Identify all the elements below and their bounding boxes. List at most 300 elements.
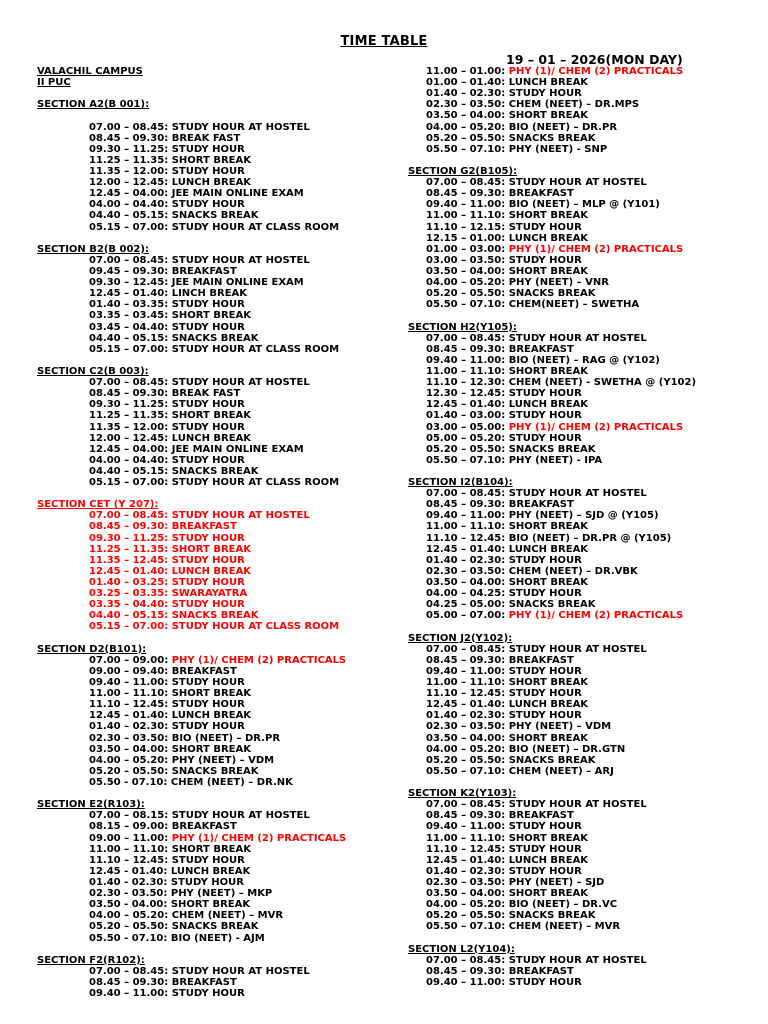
schedule-row bbox=[37, 344, 377, 355]
schedule-row bbox=[408, 422, 758, 433]
schedule-row bbox=[408, 455, 758, 466]
time-slot: 05.20 – 05.50: bbox=[89, 921, 169, 933]
activity: BREAKFAST bbox=[508, 499, 574, 511]
schedule-row bbox=[37, 177, 377, 188]
schedule-row bbox=[37, 310, 377, 321]
activity: PHY (1)/ CHEM (2) PRACTICALS bbox=[171, 832, 347, 844]
time-slot: 05.15 – 07.00: bbox=[89, 621, 169, 633]
schedule-row bbox=[37, 599, 377, 610]
time-slot: 09.40 – 11.00: bbox=[426, 976, 506, 988]
activity: BREAKFAST bbox=[508, 188, 574, 200]
time-slot: 08.45 – 09.30: bbox=[426, 499, 506, 511]
time-slot: 12.45 – 01.40: bbox=[89, 710, 169, 722]
time-slot: 04.00 – 05.20: bbox=[426, 743, 506, 755]
activity: SNACKS BREAK bbox=[508, 599, 596, 611]
time-slot: 05.50 - 07.10: bbox=[89, 777, 168, 788]
time-slot: 01.40 – 03.00: bbox=[426, 410, 506, 422]
activity: SHORT BREAK bbox=[508, 677, 588, 689]
schedule-row bbox=[408, 710, 758, 721]
spacer bbox=[408, 777, 758, 788]
activity: STUDY HOUR AT CLASS ROOM bbox=[171, 477, 340, 489]
section-block bbox=[37, 955, 377, 999]
time-slot: 03.50 – 04.00: bbox=[426, 732, 506, 744]
activity: STUDY HOUR bbox=[171, 988, 245, 1000]
schedule-row bbox=[37, 422, 377, 433]
time-slot: 07.00 – 08.45: bbox=[426, 643, 506, 655]
schedule-row bbox=[37, 222, 377, 233]
schedule-row bbox=[408, 833, 758, 844]
time-slot: 05.20 – 05.50: bbox=[426, 288, 506, 300]
schedule-row bbox=[408, 655, 758, 666]
activity: STUDY HOUR AT HOSTEL bbox=[171, 377, 310, 389]
activity: BREAKFAST bbox=[508, 654, 574, 666]
schedule-row bbox=[408, 755, 758, 766]
schedule-row bbox=[37, 188, 377, 199]
schedule-row bbox=[37, 433, 377, 444]
time-slot: 12.00 – 12.45: bbox=[89, 432, 169, 444]
activity: STUDY HOUR AT HOSTEL bbox=[508, 332, 647, 344]
activity: STUDY HOUR bbox=[508, 976, 582, 988]
time-slot: 08.45 – 09.30: bbox=[426, 810, 506, 822]
schedule-row bbox=[37, 910, 377, 921]
schedule-row bbox=[408, 399, 758, 410]
schedule-row bbox=[408, 77, 758, 88]
time-slot: 04.00 – 05.20: bbox=[89, 910, 169, 922]
schedule-row bbox=[408, 133, 758, 144]
schedule-row bbox=[408, 366, 758, 377]
schedule-row bbox=[37, 388, 377, 399]
schedule-row bbox=[408, 566, 758, 577]
schedule-row bbox=[408, 610, 758, 621]
section-header: SECTION G2(B105): bbox=[408, 165, 518, 177]
activity: BIO (NEET) – DR.PR bbox=[171, 732, 281, 744]
activity: PHY (1)/ CHEM (2) PRACTICALS bbox=[171, 654, 347, 666]
activity: STUDY HOUR AT CLASS ROOM bbox=[171, 221, 340, 233]
time-slot: 12.45 – 01.40: bbox=[426, 543, 506, 555]
schedule-row bbox=[37, 588, 377, 599]
right-column bbox=[408, 66, 758, 988]
activity: LUNCH BREAK bbox=[171, 710, 252, 722]
time-slot: 05.00 – 05.20: bbox=[426, 432, 506, 444]
section-header: SECTION K2(Y103): bbox=[408, 788, 517, 800]
time-slot: 09.00 – 11.00: bbox=[89, 832, 169, 844]
schedule-row bbox=[408, 299, 758, 310]
schedule-row bbox=[37, 733, 377, 744]
schedule-row bbox=[37, 933, 377, 944]
schedule-row bbox=[408, 577, 758, 588]
schedule-row bbox=[37, 977, 377, 988]
time-slot: 01.40 – 02.30: bbox=[426, 88, 506, 100]
time-slot: 07.00 – 08.45: bbox=[426, 488, 506, 500]
activity: STUDY HOUR bbox=[171, 421, 245, 433]
activity: SNACKS BREAK bbox=[508, 132, 596, 144]
time-slot: 11.00 – 01.00: bbox=[426, 66, 506, 77]
activity: STUDY HOUR bbox=[171, 554, 245, 566]
activity: BREAKFAST bbox=[508, 343, 574, 355]
activity: STUDY HOUR bbox=[508, 88, 582, 100]
schedule-row bbox=[37, 377, 377, 388]
activity: STUDY HOUR AT HOSTEL bbox=[508, 799, 647, 811]
schedule-row bbox=[408, 233, 758, 244]
activity: BIO (NEET) - AJM bbox=[170, 932, 265, 944]
spacer bbox=[408, 310, 758, 321]
time-slot: 04.40 – 05.15: bbox=[89, 210, 169, 222]
schedule-row bbox=[37, 277, 377, 288]
schedule-row bbox=[37, 566, 377, 577]
activity: STUDY HOUR AT CLASS ROOM bbox=[171, 343, 340, 355]
time-slot: 09.40 – 11.00: bbox=[89, 677, 169, 689]
schedule-row bbox=[37, 655, 377, 666]
activity: STUDY HOUR bbox=[171, 199, 245, 211]
schedule-row bbox=[408, 744, 758, 755]
spacer bbox=[37, 488, 377, 499]
activity: LUNCH BREAK bbox=[171, 432, 252, 444]
schedule-row bbox=[37, 288, 377, 299]
section-header: SECTION L2(Y104): bbox=[408, 943, 515, 955]
schedule-row bbox=[408, 888, 758, 899]
spacer bbox=[408, 466, 758, 477]
schedule-row bbox=[37, 266, 377, 277]
schedule-row bbox=[408, 866, 758, 877]
schedule-row bbox=[408, 877, 758, 888]
time-slot: 03.50 - 04.00: bbox=[89, 899, 168, 911]
activity: SNACKS BREAK bbox=[171, 332, 259, 344]
activity: SHORT BREAK bbox=[171, 688, 251, 700]
activity: LINCH BREAK bbox=[171, 288, 248, 300]
activity: SNACKS BREAK bbox=[508, 443, 596, 455]
time-slot: 02.30 – 03.50: bbox=[426, 99, 506, 111]
schedule-row bbox=[37, 866, 377, 877]
spacer bbox=[37, 88, 377, 99]
activity: SHORT BREAK bbox=[508, 521, 588, 533]
time-slot: 02.30 – 03.50: bbox=[426, 876, 506, 888]
activity: STUDY HOUR bbox=[171, 699, 245, 711]
schedule-row bbox=[37, 688, 377, 699]
time-slot: 08.45 – 09.30: bbox=[426, 188, 506, 200]
time-slot: 02.30 – 03.50: bbox=[426, 565, 506, 577]
schedule-row bbox=[37, 544, 377, 555]
time-slot: 02.30 – 03.50: bbox=[426, 721, 506, 733]
activity: SHORT BREAK bbox=[170, 899, 251, 911]
schedule-row bbox=[37, 744, 377, 755]
schedule-row bbox=[408, 199, 758, 210]
schedule-row bbox=[37, 199, 377, 210]
schedule-row bbox=[37, 444, 377, 455]
activity: SNACKS BREAK bbox=[171, 765, 259, 777]
time-slot: 07.00 – 08.45: bbox=[89, 965, 169, 977]
schedule-row bbox=[408, 388, 758, 399]
schedule-row bbox=[37, 921, 377, 932]
activity: STUDY HOUR bbox=[508, 821, 582, 833]
time-slot: 09.45 – 09.30: bbox=[89, 265, 169, 277]
spacer bbox=[37, 788, 377, 799]
schedule-row bbox=[37, 533, 377, 544]
time-slot: 12.45 – 01.40: bbox=[89, 565, 169, 577]
time-slot: 03.45 – 04.40: bbox=[89, 321, 169, 333]
time-slot: 04.00 – 05.20: bbox=[89, 754, 169, 766]
time-slot: 07.00 – 08.45: bbox=[426, 799, 506, 811]
schedule-row bbox=[408, 499, 758, 510]
section-block bbox=[408, 166, 758, 322]
time-slot: 01.40 – 03.35: bbox=[89, 299, 169, 311]
schedule-row bbox=[408, 488, 758, 499]
schedule-row bbox=[37, 455, 377, 466]
activity: STUDY HOUR bbox=[171, 143, 245, 155]
time-slot: 08.45 – 09.30: bbox=[89, 388, 169, 400]
activity: STUDY HOUR bbox=[171, 399, 245, 411]
time-slot: 07.00 – 09.00: bbox=[89, 654, 169, 666]
schedule-row bbox=[408, 433, 758, 444]
time-slot: 05.15 – 07.00: bbox=[89, 221, 169, 233]
schedule-row bbox=[408, 110, 758, 121]
time-slot: 11.10 – 12.30: bbox=[426, 377, 506, 389]
section-header: SECTION A2(B 001): bbox=[37, 99, 150, 111]
section-block bbox=[408, 788, 758, 944]
time-slot: 11.10 – 12.45: bbox=[89, 699, 169, 711]
activity: STUDY HOUR AT HOSTEL bbox=[508, 488, 647, 500]
time-slot: 04.00 – 05.20: bbox=[426, 121, 506, 133]
time-slot: 11.00 – 11.10: bbox=[426, 832, 506, 844]
activity: LUNCH BREAK bbox=[508, 399, 589, 411]
activity: STUDY HOUR bbox=[508, 665, 582, 677]
schedule-row bbox=[408, 355, 758, 366]
time-slot: 12.45 – 01.40: bbox=[426, 399, 506, 411]
time-slot: 09.30 – 11.25: bbox=[89, 532, 169, 544]
schedule-row bbox=[37, 166, 377, 177]
section-block bbox=[37, 244, 377, 366]
time-slot: 04.00 – 05.20: bbox=[426, 277, 506, 289]
schedule-row bbox=[408, 855, 758, 866]
activity: STUDY HOUR bbox=[171, 321, 245, 333]
activity: STUDY HOUR bbox=[508, 688, 582, 700]
activity: BREAK FAST bbox=[171, 132, 241, 144]
time-slot: 08.15 – 09.00: bbox=[89, 821, 169, 833]
schedule-row bbox=[37, 555, 377, 566]
schedule-row bbox=[37, 966, 377, 977]
time-slot: 03.35 – 04.40: bbox=[89, 599, 169, 611]
activity: CHEM (NEET) – MVR bbox=[508, 921, 621, 933]
schedule-row bbox=[37, 899, 377, 910]
schedule-row bbox=[37, 144, 377, 155]
time-slot: 04.00 – 04.40: bbox=[89, 454, 169, 466]
schedule-row bbox=[37, 810, 377, 821]
activity: STUDY HOUR bbox=[508, 710, 582, 722]
time-slot: 05.15 – 07.00: bbox=[89, 343, 169, 355]
time-slot: 09.40 – 11.00: bbox=[426, 510, 506, 522]
activity: STUDY HOUR bbox=[508, 865, 582, 877]
time-slot: 07.00 – 08.45: bbox=[89, 254, 169, 266]
time-slot: 05.20 – 05.50: bbox=[426, 132, 506, 144]
activity: SNACKS BREAK bbox=[508, 910, 596, 922]
schedule-row bbox=[408, 544, 758, 555]
spacer bbox=[37, 944, 377, 955]
time-slot: 09.30 – 12.45: bbox=[89, 277, 169, 289]
activity: CHEM (NEET) – ARJ bbox=[508, 765, 614, 777]
activity: STUDY HOUR bbox=[171, 532, 245, 544]
section-header: SECTION F2(R102): bbox=[37, 954, 145, 966]
activity: STUDY HOUR bbox=[508, 588, 582, 600]
time-slot: 11.00 – 11.10: bbox=[89, 688, 169, 700]
section-header: SECTION B2(B 002): bbox=[37, 243, 149, 255]
schedule-row bbox=[408, 588, 758, 599]
time-slot: 12.45 – 01.40: bbox=[426, 699, 506, 711]
schedule-row bbox=[408, 288, 758, 299]
time-slot: 11.00 – 11.10: bbox=[89, 843, 169, 855]
time-slot: 03.50 – 04.00: bbox=[89, 743, 169, 755]
activity: STUDY HOUR bbox=[171, 577, 245, 589]
activity: SHORT BREAK bbox=[171, 154, 251, 166]
activity: PHY (NEET) - IPA bbox=[508, 454, 603, 466]
schedule-row bbox=[408, 599, 758, 610]
schedule-row bbox=[37, 755, 377, 766]
schedule-row bbox=[37, 133, 377, 144]
schedule-row bbox=[408, 410, 758, 421]
schedule-row bbox=[408, 688, 758, 699]
schedule-row bbox=[408, 177, 758, 188]
time-slot: 04.40 – 05.15: bbox=[89, 332, 169, 344]
time-slot: 11.00 – 11.10: bbox=[426, 677, 506, 689]
activity: SHORT BREAK bbox=[508, 832, 588, 844]
section-block bbox=[37, 499, 377, 643]
schedule-row bbox=[408, 99, 758, 110]
schedule-row bbox=[408, 122, 758, 133]
time-slot: 12.45 – 01.40: bbox=[426, 854, 506, 866]
activity: BREAKFAST bbox=[171, 821, 237, 833]
activity: BREAKFAST bbox=[508, 810, 574, 822]
section-block bbox=[37, 366, 377, 499]
section-header: SECTION C2(B 003): bbox=[37, 365, 149, 377]
section-block bbox=[408, 477, 758, 633]
time-slot: 05.50 – 07.10: bbox=[426, 454, 506, 466]
right-sections bbox=[408, 166, 758, 988]
schedule-row bbox=[408, 344, 758, 355]
activity: STUDY HOUR bbox=[508, 554, 582, 566]
schedule-row bbox=[37, 710, 377, 721]
activity: BREAKFAST bbox=[171, 265, 237, 277]
activity: STUDY HOUR bbox=[171, 721, 245, 733]
time-slot: 08.45 – 09.30: bbox=[89, 521, 169, 533]
schedule-row bbox=[408, 244, 758, 255]
activity: JEE MAIN ONLINE EXAM bbox=[171, 277, 304, 289]
schedule-row bbox=[37, 510, 377, 521]
time-slot: 12.30 – 12.45: bbox=[426, 388, 506, 400]
schedule-row bbox=[408, 966, 758, 977]
activity: STUDY HOUR bbox=[171, 854, 245, 866]
activity: SNACKS BREAK bbox=[508, 754, 596, 766]
time-slot: 07.00 – 08.15: bbox=[89, 810, 169, 822]
section-block bbox=[37, 799, 377, 955]
activity: SNACKS BREAK bbox=[171, 210, 259, 222]
activity: BREAKFAST bbox=[171, 665, 237, 677]
time-slot: 04.40 – 05.15: bbox=[89, 610, 169, 622]
time-slot: 12.45 – 04.00: bbox=[89, 443, 169, 455]
time-slot: 07.00 – 08.45: bbox=[89, 377, 169, 389]
activity: BIO (NEET) – RAG @ (Y102) bbox=[508, 354, 660, 366]
activity: SNACKS BREAK bbox=[171, 921, 259, 933]
time-slot: 09.00 – 09.40: bbox=[89, 665, 169, 677]
activity: LUNCH BREAK bbox=[508, 543, 589, 555]
schedule-row bbox=[408, 510, 758, 521]
schedule-row bbox=[37, 399, 377, 410]
schedule-row bbox=[408, 955, 758, 966]
time-slot: 08.45 – 09.30: bbox=[426, 654, 506, 666]
activity: BIO (NEET) – DR.PR @ (Y105) bbox=[508, 532, 672, 544]
schedule-row bbox=[408, 677, 758, 688]
time-slot: 03.50 – 04.00: bbox=[426, 110, 506, 122]
activity: PHY (NEET) – SJD @ (Y105) bbox=[508, 510, 659, 522]
section-block bbox=[37, 644, 377, 800]
schedule-row bbox=[37, 666, 377, 677]
time-slot: 11.00 – 11.10: bbox=[426, 365, 506, 377]
schedule-row bbox=[408, 88, 758, 99]
time-slot: 04.00 – 04.40: bbox=[89, 199, 169, 211]
schedule-row bbox=[37, 122, 377, 133]
activity: CHEM (NEET) – MVR bbox=[171, 910, 284, 922]
activity: JEE MAIN ONLINE EXAM bbox=[171, 188, 304, 200]
activity: SHORT BREAK bbox=[508, 265, 588, 277]
schedule-row bbox=[37, 766, 377, 777]
schedule-row bbox=[408, 666, 758, 677]
time-slot: 03.50 – 04.00: bbox=[426, 888, 506, 900]
schedule-row bbox=[37, 699, 377, 710]
schedule-row bbox=[408, 910, 758, 921]
time-slot: 08.45 – 09.30: bbox=[89, 132, 169, 144]
schedule-row bbox=[37, 888, 377, 899]
activity: PHY (NEET) – VNR bbox=[508, 277, 609, 289]
time-slot: 03.35 – 03.45: bbox=[89, 310, 169, 322]
time-slot: 07.00 – 08.45: bbox=[89, 510, 169, 522]
schedule-row bbox=[37, 855, 377, 866]
activity: STUDY HOUR bbox=[508, 221, 582, 233]
timetable-date: 19 – 01 – 2026(MON DAY) bbox=[506, 52, 683, 67]
time-slot: 04.00 – 04.25: bbox=[426, 588, 506, 600]
activity: SWARAYATRA bbox=[171, 588, 248, 600]
activity: STUDY HOUR bbox=[171, 454, 245, 466]
spacer bbox=[408, 621, 758, 632]
schedule-row bbox=[37, 521, 377, 532]
activity: PHY (NEET) – SJD bbox=[508, 876, 605, 888]
page-title: TIME TABLE bbox=[340, 34, 428, 49]
activity: BREAKFAST bbox=[508, 965, 574, 977]
activity: STUDY HOUR bbox=[171, 165, 245, 177]
activity: STUDY HOUR AT CLASS ROOM bbox=[171, 621, 340, 633]
time-slot: 11.10 – 12.15: bbox=[426, 221, 506, 233]
schedule-row bbox=[37, 988, 377, 999]
activity: LUNCH BREAK bbox=[508, 699, 589, 711]
activity: BIO (NEET) – DR.GTN bbox=[508, 743, 626, 755]
activity: BREAKFAST bbox=[171, 521, 237, 533]
spacer bbox=[408, 933, 758, 944]
activity: PHY (1)/ CHEM (2) PRACTICALS bbox=[508, 243, 684, 255]
time-slot: 09.40 – 11.00: bbox=[426, 821, 506, 833]
activity: SHORT BREAK bbox=[508, 210, 588, 222]
spacer bbox=[37, 233, 377, 244]
schedule-row bbox=[408, 533, 758, 544]
schedule-row bbox=[408, 521, 758, 532]
activity: LUNCH BREAK bbox=[508, 854, 589, 866]
schedule-row bbox=[37, 299, 377, 310]
activity: LUNCH BREAK bbox=[170, 865, 251, 877]
section-block bbox=[408, 322, 758, 478]
activity: SHORT BREAK bbox=[508, 365, 588, 377]
time-slot: 11.35 – 12.45: bbox=[89, 554, 169, 566]
schedule-row bbox=[408, 733, 758, 744]
activity: LUNCH BREAK bbox=[171, 177, 252, 189]
schedule-row bbox=[408, 766, 758, 777]
schedule-row bbox=[37, 777, 377, 788]
time-slot: 02.30 - 03.50: bbox=[89, 888, 168, 900]
time-slot: 11.25 – 11.35: bbox=[89, 543, 169, 555]
